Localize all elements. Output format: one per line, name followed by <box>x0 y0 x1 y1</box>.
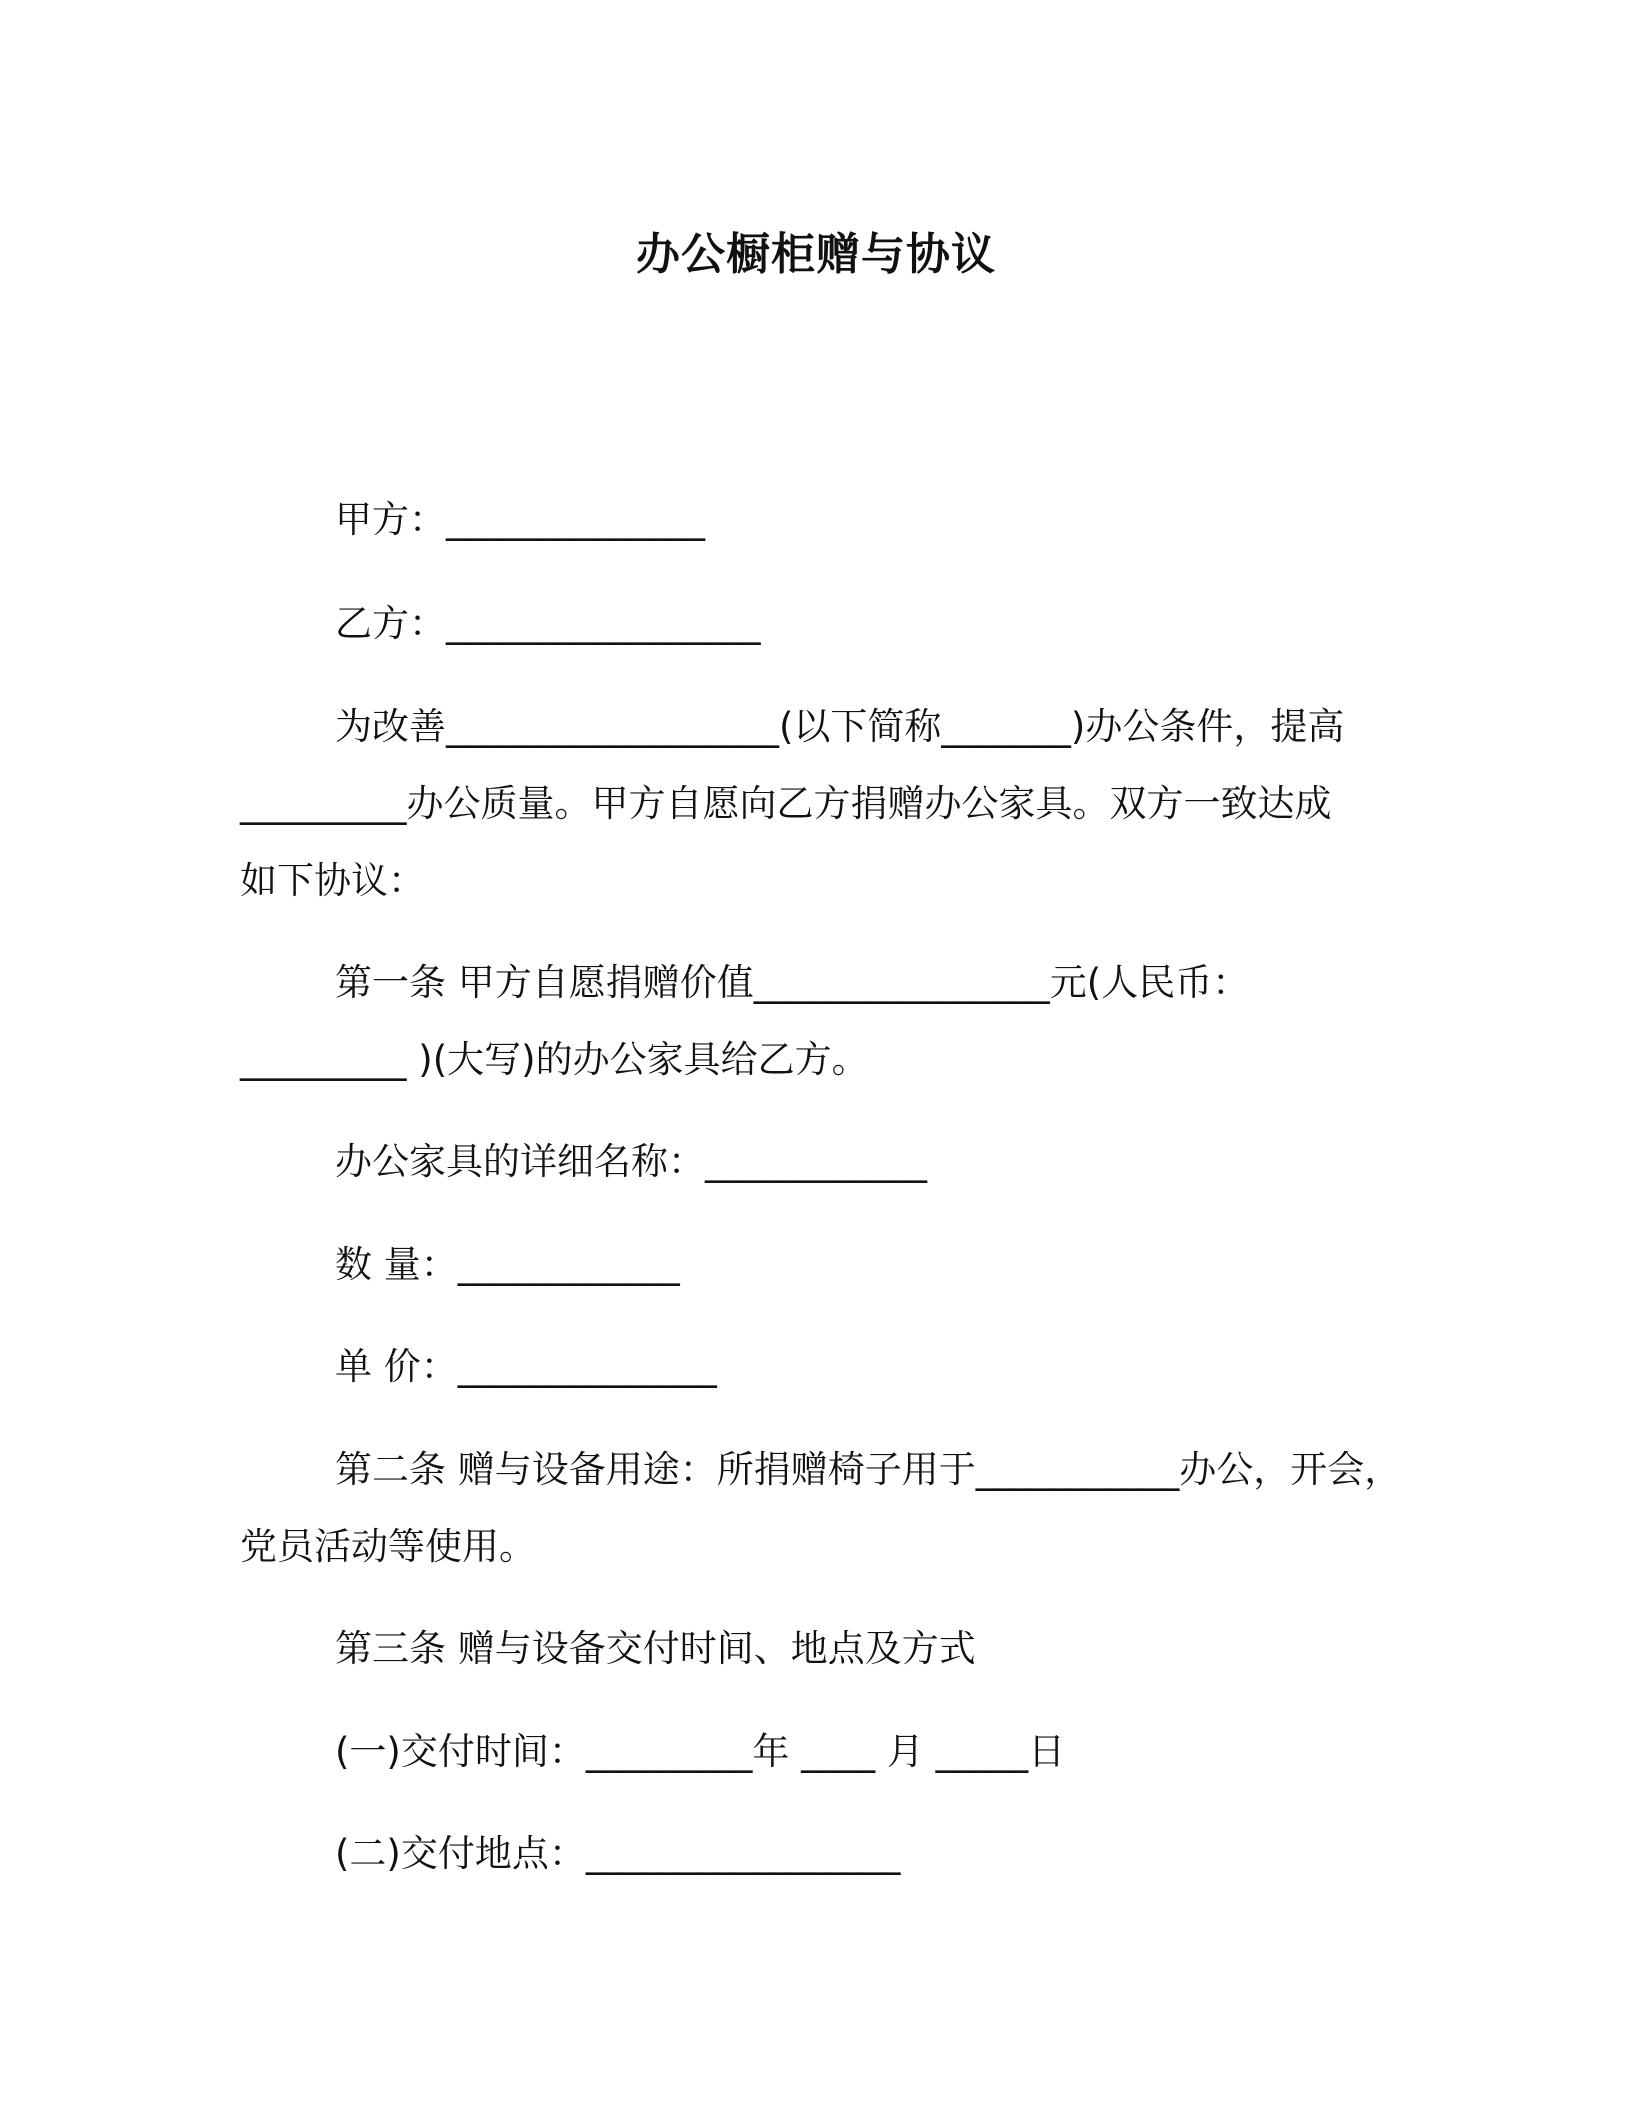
document-title: 办公橱柜赠与协议 <box>636 229 996 280</box>
party-a-line: 甲方：______________ <box>335 498 705 541</box>
party-b-line: 乙方：_________________ <box>335 602 761 645</box>
article-1-line-1: 第一条 甲方自愿捐赠价值________________元(人民币： <box>335 961 1250 1004</box>
article-2-line-2: 党员活动等使用。 <box>240 1525 536 1568</box>
article-3-heading: 第三条 赠与设备交付时间、地点及方式 <box>335 1627 976 1670</box>
article-1-line-2: _________ )(大写)的办公家具给乙方。 <box>240 1038 869 1081</box>
furniture-name-line: 办公家具的详细名称：____________ <box>335 1140 927 1183</box>
delivery-time-line: (一)交付时间：_________年 ____ 月 _____日 <box>335 1730 1066 1773</box>
preamble-line-3: 如下协议： <box>240 859 425 902</box>
quantity-line: 数 量：____________ <box>335 1243 680 1286</box>
preamble-line-2: _________办公质量。甲方自愿向乙方捐赠办公家具。双方一致达成 <box>240 782 1332 825</box>
unit-price-line: 单 价：______________ <box>335 1345 717 1388</box>
delivery-place-line: (二)交付地点：_________________ <box>335 1832 901 1875</box>
preamble-line-1: 为改善__________________(以下简称_______)办公条件，提高 <box>335 705 1345 748</box>
article-2-line-1: 第二条 赠与设备用途：所捐赠椅子用于___________办公，开会， <box>335 1448 1402 1491</box>
